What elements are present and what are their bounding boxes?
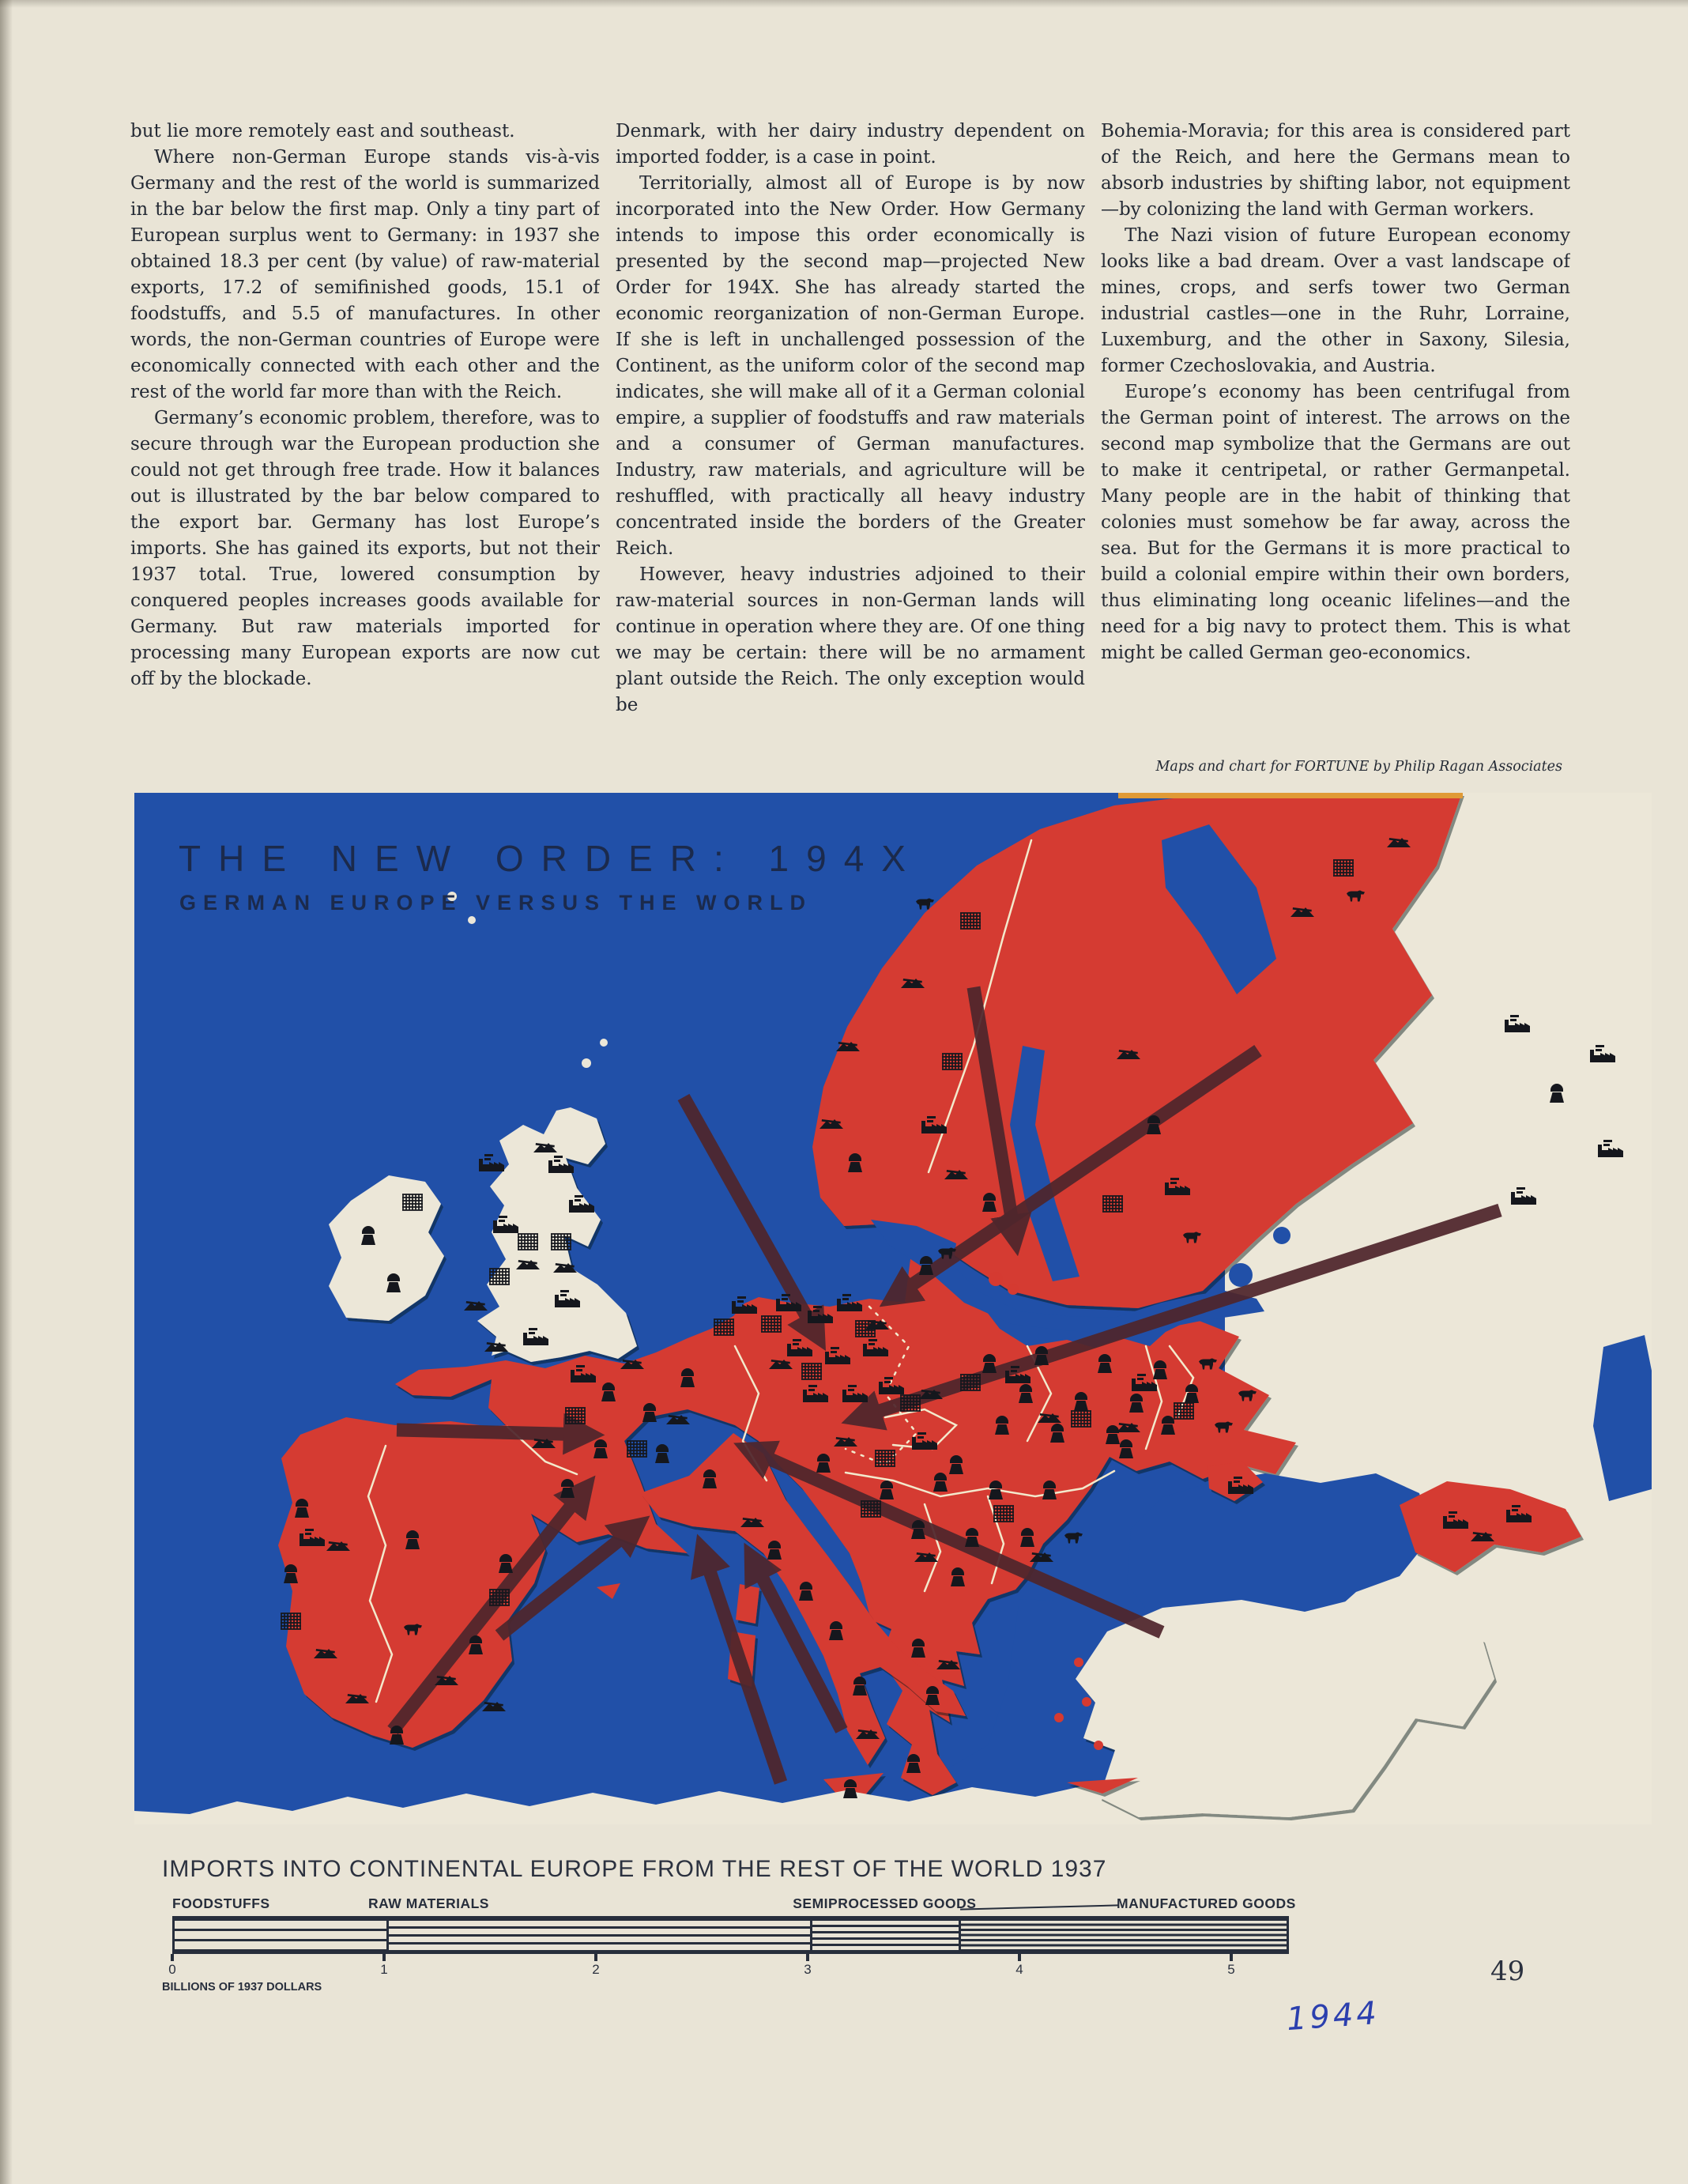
axis-tick [382, 1954, 386, 1961]
credit-line: Maps and chart for FORTUNE by Philip Ragan Associates [1155, 759, 1562, 775]
article-paragraph: Germany’s economic problem, therefore, was to secure through war the European production she could not get through free trade. How it balances out is illustrated by the bar below compared to the export bar. Germany has lost Europe’s imports. She has gained its exports, but not their 1937 total. True, lowered consumption by conquered peoples increases goods available for Germany. But raw materials imported for processing many European exports are now cut off by the blockade. [130, 408, 600, 689]
axis-tick-label: 1 [380, 1962, 388, 1977]
map-lake-onega [1273, 1227, 1290, 1244]
axis-tick-label: 5 [1227, 1962, 1235, 1977]
map-island-aegean [1082, 1697, 1091, 1707]
chart-bar [172, 1916, 1289, 1954]
axis-tick [171, 1954, 174, 1961]
map-figure [134, 793, 1652, 1824]
article-column-1 [130, 119, 600, 800]
chart-segment-label: MANUFACTURED GOODS [1117, 1895, 1296, 1911]
chart-segment-label: SEMIPROCESSED GOODS [793, 1895, 977, 1911]
article-paragraph: The Nazi vision of future European economy looks like a bad dream. Over a vast landscape of mines, crops, and serfs tower two German industrial castles—one in the Ruhr, Lorraine, Luxemburg, and the other in Saxony, Silesia, former Czechoslovakia, and Austria. [1101, 225, 1570, 376]
handwritten-year: 1944 [1285, 1994, 1381, 2039]
article-column-3 [1101, 119, 1570, 800]
article-paragraph: However, heavy industries adjoined to their raw-material sources in non-German lands will continue in operation where they are. Of one thing we may be certain: there will be no armament plant outside the Reich. The only exception would be [616, 564, 1085, 715]
axis-tick-label: 2 [592, 1962, 600, 1977]
article-paragraph: Where non-German Europe stands vis-à-vis Germany and the rest of the world is summarized in the bar below the first map. Only a tiny part of European surplus went to Germany: in 1937 she obtained 18.3 per cent (by value) of raw-material exports, 17.2 of semifinished goods, 15.1 of foodstuffs, and 5.5 of manufactures. In other words, the non-German countries of Europe were economically connected with each other and the rest of the world far more than with the Reich. [130, 147, 600, 402]
europe-map-svg [134, 793, 1652, 1824]
page-number: 49 [1490, 1956, 1525, 1987]
axis-tick [1018, 1954, 1021, 1961]
import-arrow [397, 1430, 590, 1435]
map-lake-ladoga [1229, 1263, 1253, 1287]
map-subtitle: GERMAN EUROPE VERSUS THE WORLD [179, 891, 813, 915]
chart-segment-foodstuffs [175, 1918, 386, 1952]
axis-tick [806, 1954, 809, 1961]
article-paragraph: but lie more remotely east and southeast. [130, 121, 515, 141]
map-island-corsica [736, 1584, 759, 1624]
axis-unit-label: BILLIONS OF 1937 DOLLARS [162, 1981, 322, 1994]
article-column-2 [616, 119, 1085, 800]
paper-top-edge [0, 0, 1688, 8]
axis-tick [1230, 1954, 1233, 1961]
chart-segment-semiprocessed-goods [810, 1918, 959, 1952]
article-paragraph: Bohemia-Moravia; for this area is considered part of the Reich, and here the Germans mean to absorb industries by shifting labor, not equipment—by colonizing the land with German workers. [1101, 121, 1570, 220]
map-island-aegean [1074, 1658, 1083, 1667]
chart-segment-manufactured-goods [959, 1918, 1287, 1952]
article-paragraph: Territorially, almost all of Europe is by now incorporated into the New Order. How Germany intends to impose this order economically is presented by the second map—projected New Order for 194X. She has already started the economic reorganization of non-German Europe. If she is left in unchallenged possession of the Continent, as the uniform color of the second map indicates, she will make all of it a German colonial empire, a supplier of foodstuffs and raw materials and a consumer of German manufactures. Industry, raw materials, and agriculture will be reshuffled, with practically all heavy industry concentrated inside the borders of the Greater Reich. [616, 173, 1085, 559]
map-title: THE NEW ORDER: 194X [179, 838, 923, 879]
axis-tick [594, 1954, 597, 1961]
article-paragraph: Denmark, with her dairy industry dependent on imported fodder, is a case in point. [616, 121, 1085, 168]
axis-tick-label: 0 [168, 1962, 176, 1977]
map-island-north-atlantic [468, 916, 476, 924]
map-island-danish [989, 1272, 1003, 1286]
map-arctic-edge [1118, 793, 1463, 798]
axis-tick-label: 4 [1015, 1962, 1023, 1977]
chart-segment-raw-materials [386, 1918, 810, 1952]
map-island-aegean [1094, 1741, 1103, 1750]
chart-title: IMPORTS INTO CONTINENTAL EUROPE FROM THE REST OF THE WORLD 1937 [162, 1856, 1107, 1882]
axis-tick-label: 3 [804, 1962, 812, 1977]
map-island-north-atlantic [600, 1039, 608, 1047]
map-island-aegean [1054, 1713, 1064, 1722]
chart-segment-label: RAW MATERIALS [368, 1895, 489, 1911]
article-paragraph: Europe’s economy has been centrifugal from the German point of interest. The arrows on the second map symbolize that the Germans are out to make it centripetal, or rather Germanpetal. Many people are in the habit of thinking that colonies must somehow be far away, across the sea. But for the Germans it is more practical to build a colonial empire within their own borders, thus eliminating long oceanic lifelines—and the need for a big navy to protect them. This is what might be called German geo-economics. [1101, 382, 1570, 663]
map-island-north-atlantic [582, 1058, 591, 1068]
map-island-danish [1008, 1284, 1019, 1295]
imports-bar-chart [0, 1850, 1688, 2008]
chart-segment-label: FOODSTUFFS [172, 1895, 270, 1911]
chart-leader-line [960, 1904, 1118, 1910]
